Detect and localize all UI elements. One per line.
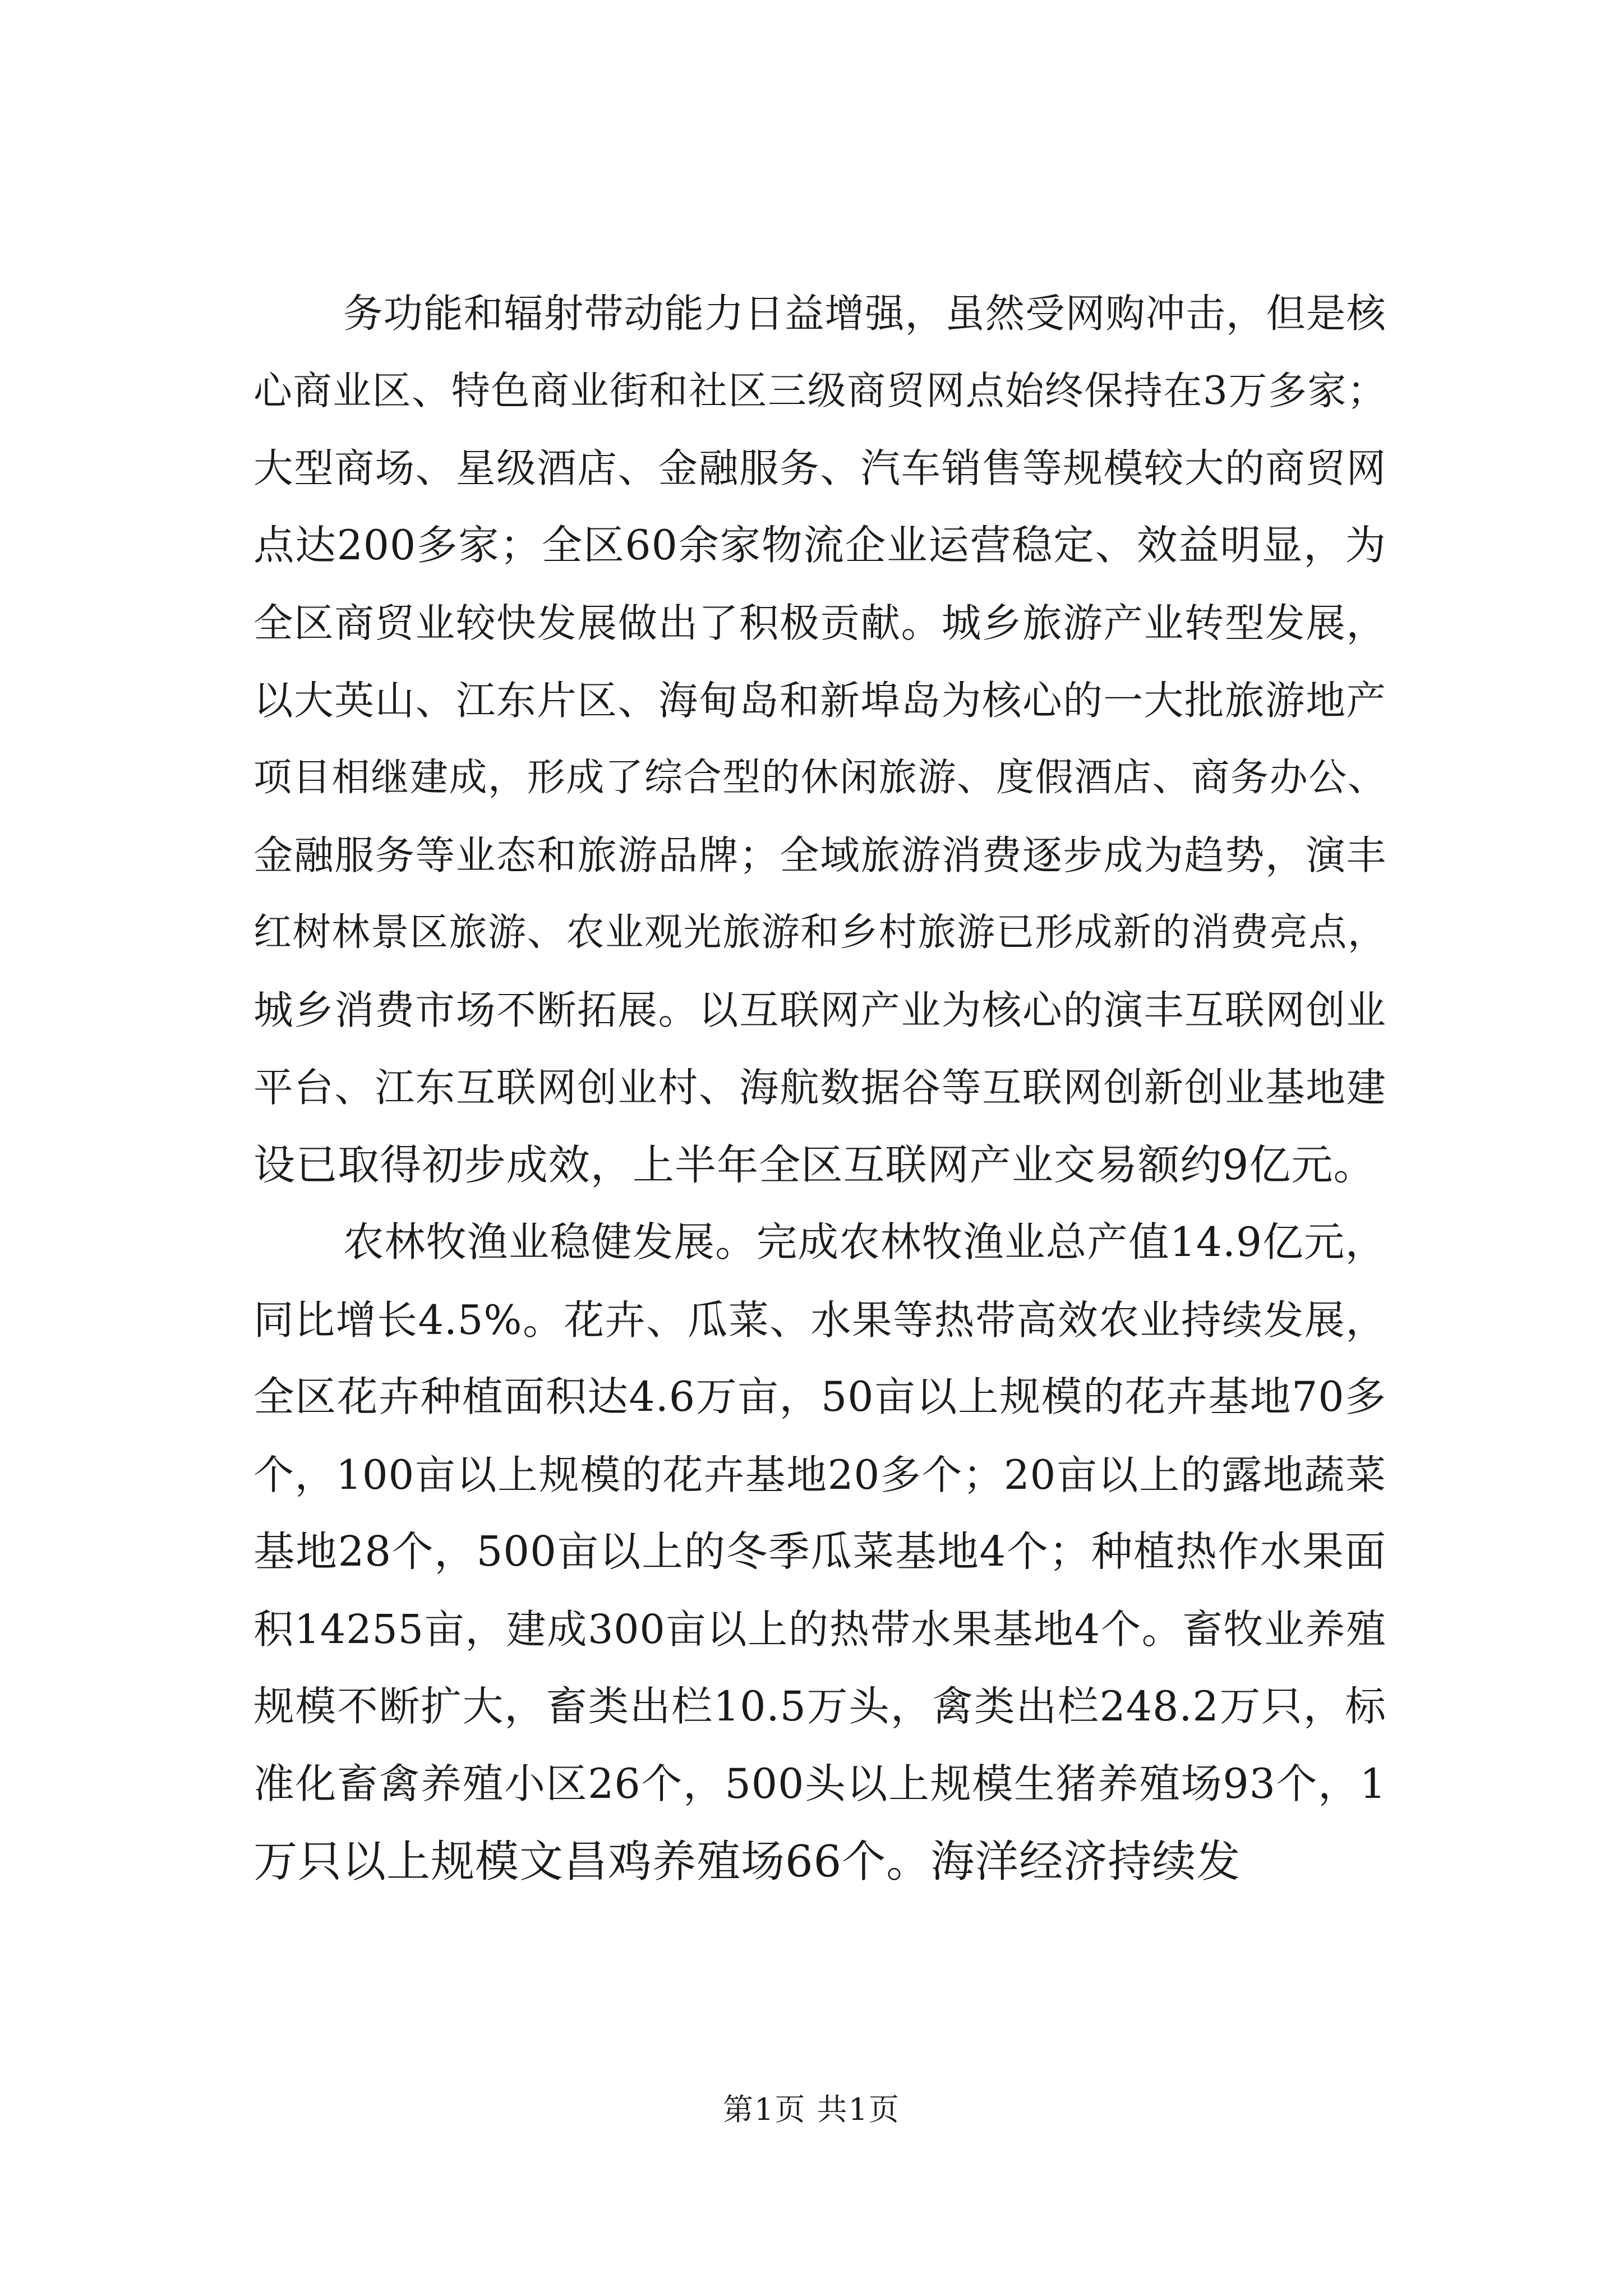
text-line: 平台、江东互联网创业村、海航数据谷等互联网创新创业基地建	[253, 1065, 1386, 1111]
text-line: 全区商贸业较快发展做出了积极贡献。城乡旅游产业转型发展，	[253, 600, 1386, 646]
text-line: 准化畜禽养殖小区26个，500头以上规模生猪养殖场93个，1	[253, 1760, 1386, 1808]
text-line: 务功能和辐射带动能力日益增强，虽然受网购冲击，但是核	[343, 291, 1386, 337]
paragraph-commerce-tourism	[253, 275, 1386, 1204]
text-line: 积14255亩，建成300亩以上的热带水果基地4个。畜牧业养殖	[253, 1606, 1386, 1653]
text-line: 红树林景区旅游、农业观光旅游和乡村旅游已形成新的消费亮点，	[253, 910, 1386, 955]
text-line: 农林牧渔业稳健发展。完成农林牧渔业总产值14.9亿元，	[343, 1219, 1386, 1266]
text-line: 基地28个，500亩以上的冬季瓜菜基地4个；种植热作水果面	[253, 1528, 1386, 1576]
text-line: 个，100亩以上规模的花卉基地20多个；20亩以上的露地蔬菜	[253, 1451, 1386, 1498]
text-line: 以大英山、江东片区、海甸岛和新埠岛为核心的一大批旅游地产	[253, 678, 1386, 724]
text-line: 规模不断扩大，畜类出栏10.5万头，禽类出栏248.2万只，标	[253, 1683, 1386, 1731]
text-line: 点达200多家；全区60余家物流企业运营稳定、效益明显，为	[253, 522, 1386, 569]
text-line: 城乡消费市场不断拓展。以互联网产业为核心的演丰互联网创业	[253, 987, 1386, 1033]
text-line: 设已取得初步成效，上半年全区互联网产业交易额约9亿元。	[253, 1141, 1376, 1189]
text-line: 全区花卉种植面积达4.6万亩，50亩以上规模的花卉基地70多	[253, 1374, 1386, 1421]
document-body	[253, 275, 1386, 1901]
text-line: 金融服务等业态和旅游品牌；全域旅游消费逐步成为趋势，演丰	[253, 832, 1386, 878]
text-line: 同比增长4.5%。花卉、瓜菜、水果等热带高效农业持续发展，	[253, 1296, 1386, 1343]
text-line: 大型商场、星级酒店、金融服务、汽车销售等规模较大的商贸网	[253, 445, 1386, 491]
page-number-footer: 第1页 共1页	[723, 2092, 900, 2127]
paragraph-agriculture	[253, 1204, 1386, 1901]
text-line: 心商业区、特色商业街和社区三级商贸网点始终保持在3万多家；	[253, 369, 1386, 413]
text-line: 万只以上规模文昌鸡养殖场66个。海洋经济持续发	[253, 1837, 1241, 1887]
text-line: 项目相继建成，形成了综合型的休闲旅游、度假酒店、商务办公、	[253, 756, 1386, 800]
